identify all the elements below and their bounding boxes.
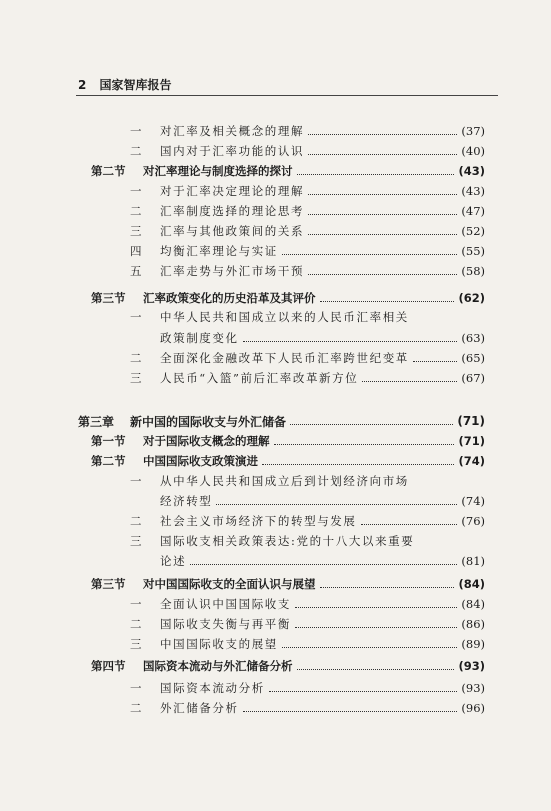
toc-entry-page: (89) [461, 637, 485, 651]
toc-entry [130, 241, 485, 261]
toc-entry-number: 二 [130, 144, 142, 158]
toc-entry-title: 汇率与其他政策间的关系 [160, 224, 305, 238]
toc-entry-page: (84) [461, 597, 485, 611]
toc-entry-number: 二 [130, 617, 142, 631]
toc-entry-number: 第二节 [91, 454, 126, 468]
toc-entry [130, 594, 485, 614]
toc-entry-title: 国际收支失衡与再平衡 [160, 617, 291, 631]
toc-entry-number: 第二节 [91, 164, 126, 178]
toc-entry [78, 411, 485, 431]
toc-entry-number: 三 [130, 371, 142, 385]
toc-entry-number: 一 [130, 184, 142, 198]
toc-entry-number: 二 [130, 514, 142, 528]
toc-entry-title: 均衡汇率理论与实证 [160, 244, 278, 258]
toc-entry-page: (81) [461, 554, 485, 568]
toc-entry-page: (67) [461, 371, 485, 385]
toc-entry-title: 对于国际收支概念的理解 [143, 434, 270, 448]
toc-entry-page: (63) [461, 331, 485, 345]
toc-entry-number: 二 [130, 351, 142, 365]
toc-entry [130, 678, 485, 698]
toc-entry-title: 汇率制度选择的理论思考 [160, 204, 305, 218]
toc-entry-number: 一 [130, 124, 142, 138]
toc-entry-title: 对中国国际收支的全面认识与展望 [143, 577, 316, 591]
toc-leader-dots [216, 503, 457, 505]
toc-entry [130, 491, 485, 511]
toc-leader-dots [308, 273, 457, 275]
toc-entry [130, 634, 485, 654]
toc-entry-title: 从中华人民共和国成立后到计划经济向市场 [160, 474, 409, 488]
toc-entry-title: 人民币“入篮”前后汇率改革新方位 [160, 371, 359, 385]
toc-entry [130, 698, 485, 718]
toc-entry-title: 中华人民共和国成立以来的人民币汇率相关 [160, 310, 409, 324]
toc-entry [130, 221, 485, 241]
toc-entry-number: 第四节 [91, 659, 126, 673]
toc-leader-dots [413, 360, 457, 362]
toc-entry-page: (93) [461, 681, 485, 695]
toc-leader-dots [320, 586, 455, 588]
toc-leader-dots [295, 626, 457, 628]
toc-entry-page: (86) [461, 617, 485, 631]
toc-entry-title: 政策制度变化 [160, 331, 239, 345]
toc-entry [130, 307, 485, 327]
toc-entry-page: (93) [458, 659, 485, 673]
toc-leader-dots [361, 523, 458, 525]
toc-entry-title: 论述 [160, 554, 187, 568]
toc-entry-title: 对于汇率决定理论的理解 [160, 184, 305, 198]
toc-entry-page: (37) [461, 124, 485, 138]
toc-entry-page: (40) [461, 144, 485, 158]
toc-entry-title: 全面认识中国国际收支 [160, 597, 291, 611]
toc-entry-page: (55) [461, 244, 485, 258]
toc-leader-dots [308, 213, 457, 215]
toc-entry-title: 对汇率及相关概念的理解 [160, 124, 305, 138]
toc-entry-number: 一 [130, 310, 142, 324]
toc-entry-page: (65) [461, 351, 485, 365]
toc-entry-number: 二 [130, 701, 142, 715]
toc-entry-page: (58) [461, 264, 485, 278]
toc-entry-number: 三 [130, 534, 142, 548]
toc-entry-page: (43) [458, 164, 485, 178]
toc-entry-title: 汇率走势与外汇市场干预 [160, 264, 305, 278]
toc-leader-dots [282, 646, 457, 648]
toc-leader-dots [308, 193, 457, 195]
toc-entry-number: 二 [130, 204, 142, 218]
toc-entry [130, 141, 485, 161]
toc-entry [130, 261, 485, 281]
toc-entry-title: 汇率政策变化的历史沿革及其评价 [143, 291, 316, 305]
toc-leader-dots [290, 423, 453, 425]
toc-entry-page: (76) [461, 514, 485, 528]
toc-entry [130, 368, 485, 388]
toc-entry [130, 471, 485, 491]
toc-entry-page: (43) [461, 184, 485, 198]
toc-entry-title: 对汇率理论与制度选择的探讨 [143, 164, 293, 178]
toc-entry [130, 511, 485, 531]
toc-entry-number: 五 [130, 264, 142, 278]
toc-entry-number: 三 [130, 637, 142, 651]
toc-entry-page: (74) [461, 494, 485, 508]
toc-entry-page: (74) [458, 454, 485, 468]
toc-entry [130, 181, 485, 201]
toc-leader-dots [190, 563, 457, 565]
toc-entry [130, 531, 485, 551]
toc-leader-dots [274, 443, 455, 445]
toc-entry-title: 国际收支相关政策表达:党的十八大以来重要 [160, 534, 415, 548]
toc-entry [91, 161, 485, 181]
toc-entry-number: 一 [130, 681, 142, 695]
toc-entry-number: 一 [130, 597, 142, 611]
toc-leader-dots [362, 380, 457, 382]
toc-entry-page: (71) [458, 434, 485, 448]
toc-leader-dots [282, 253, 457, 255]
toc-leader-dots [243, 710, 458, 712]
running-header [78, 76, 498, 93]
book-title: 国家智库报告 [99, 78, 172, 92]
toc-entry [130, 201, 485, 221]
toc-leader-dots [262, 463, 454, 465]
toc-leader-dots [308, 233, 457, 235]
toc-entry [91, 574, 485, 594]
toc-entry-page: (52) [461, 224, 485, 238]
toc-entry-title: 国内对于汇率功能的认识 [160, 144, 305, 158]
toc-entry-title: 中国国际收支的展望 [160, 637, 278, 651]
toc-entry [130, 348, 485, 368]
toc-entry [130, 614, 485, 634]
toc-entry-title: 社会主义市场经济下的转型与发展 [160, 514, 357, 528]
toc-entry-page: (84) [458, 577, 485, 591]
toc-leader-dots [243, 340, 458, 342]
toc-entry-number: 三 [130, 224, 142, 238]
toc-entry-page: (71) [457, 414, 485, 428]
toc-entry-title: 中国国际收支政策演进 [143, 454, 258, 468]
toc-entry-page: (47) [461, 204, 485, 218]
toc-entry [91, 431, 485, 451]
toc-entry-page: (62) [458, 291, 485, 305]
toc-entry-number: 四 [130, 244, 142, 258]
header-rule [76, 95, 498, 96]
toc-entry-number: 第三节 [91, 577, 126, 591]
toc-leader-dots [295, 606, 457, 608]
toc-entry [91, 451, 485, 471]
toc-leader-dots [308, 153, 457, 155]
toc-leader-dots [308, 133, 457, 135]
toc-entry-title: 经济转型 [160, 494, 213, 508]
toc-entry-title: 新中国的国际收支与外汇储备 [130, 414, 287, 429]
toc-entry-number: 第一节 [91, 434, 126, 448]
toc-entry-title: 国际资本流动分析 [160, 681, 265, 695]
toc-entry [130, 551, 485, 571]
toc-leader-dots [297, 668, 455, 670]
toc-entry-page: (96) [461, 701, 485, 715]
toc-entry-title: 国际资本流动与外汇储备分析 [143, 659, 293, 673]
toc-entry [130, 328, 485, 348]
toc-leader-dots [269, 690, 458, 692]
toc-entry-title: 外汇储备分析 [160, 701, 239, 715]
toc-leader-dots [320, 300, 455, 302]
toc-leader-dots [297, 173, 455, 175]
toc-entry [130, 121, 485, 141]
toc-entry-title: 全面深化金融改革下人民币汇率跨世纪变革 [160, 351, 409, 365]
toc-entry-number: 第三章 [78, 414, 115, 429]
toc-entry-number: 一 [130, 474, 142, 488]
toc-entry [91, 656, 485, 676]
toc-entry [91, 288, 485, 308]
toc-entry-number: 第三节 [91, 291, 126, 305]
page-number: 2 [78, 78, 87, 92]
